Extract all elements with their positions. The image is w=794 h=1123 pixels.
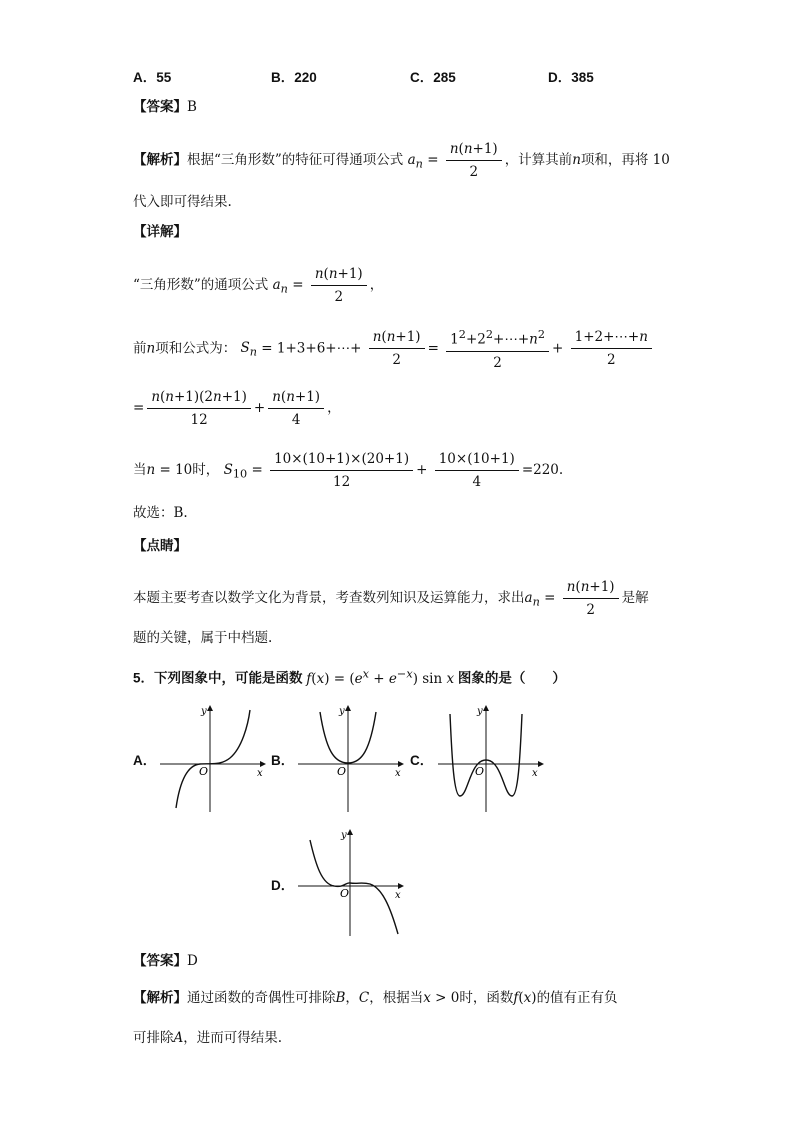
detail-line-4: 当n = 10时， $S_{10}$ = $\frac{10\times(10+1)\times(20+1)}{12}$ + $\frac{10\times(10+1)}{4}$ =220. [133,451,564,490]
origin-label-b: O [337,765,347,778]
analysis-line-1: 【解析】根据“三角形数”的特征可得通项公式 $a_n$ = $\frac{n(n+1)}{2}$ ，计算其前n项和，再将 10 [133,141,670,180]
q5-analysis-tag: 【解析】 [133,990,187,1006]
choose-line: 故选：B. [133,505,188,521]
curve-a [176,710,250,808]
analysis-line-2: 代入即可得结果. [133,194,232,210]
graph-label-d: D． [271,878,295,893]
choice-b: B．220 [271,70,317,85]
detail-line-1: “三角形数”的通项公式 $a_n$ = $\frac{n(n+1)}{2}$ ， [133,266,384,305]
choice-d: D．385 [548,70,594,85]
comment-tag: 【点睛】 [133,538,187,554]
fraction-detail-1: $\frac{n(n+1)}{2}$ [311,265,367,306]
x-axis-label-d: x [395,890,401,901]
detail-prefix: 前 [133,340,147,357]
analysis-text-b: ，计算其前 [504,152,573,168]
origin-label-a: O [199,765,209,778]
detail-text-2: 项和公式为： [155,340,237,357]
origin-label-c: O [475,765,485,778]
q5-analysis-1d: 的值有正有负 [536,990,618,1006]
detail-tag: 【详解】 [133,224,187,240]
q5-analysis-1b: ，根据当 [369,990,424,1006]
detail-text-1: “三角形数”的通项公式 [133,277,269,293]
graph-d [296,826,406,941]
comment-text-b: 是解 [621,590,649,606]
graph-label-b: B． [271,753,295,768]
q5-analysis-line-1: 【解析】通过函数的奇偶性可排除B，C，根据当x > 0时，函数f(x)的值有正有负 [133,990,618,1006]
answer-value: B [187,99,197,115]
curve-d [310,840,398,934]
y-axis-label-b: y [339,706,345,717]
x-axis-label-a: x [257,768,263,779]
analysis-tag: 【解析】 [133,152,187,168]
y-axis-label-a: y [201,706,207,717]
graph-c [436,700,546,815]
comment-line-2: 题的关键，属于中档题. [133,630,273,646]
q5-answer-line [133,951,198,971]
origin-label-d: O [340,887,350,900]
q5-answer-value: D [187,953,198,969]
fraction-n-n1-2: $\frac{n(n+1)}{2}$ [446,140,502,181]
y-axis-label-d: y [341,830,347,841]
q5-stem-b: 图象的是（ ） [457,670,566,686]
q5-analysis-1c: 时，函数 [459,990,514,1006]
comment-line-1: 本题主要考查以数学文化为背景，考查数列知识及运算能力，求出$a_n$ = $\frac{n(n+1)}{2}$ 是解 [133,579,649,618]
q5-analysis-2a: 可排除 [133,1030,174,1046]
q5-analysis-1a: 通过函数的奇偶性可排除 [187,990,336,1006]
graph-a [158,700,268,815]
graph-label-a: A． [133,753,157,768]
y-axis-label-c: y [477,706,483,717]
choice-a: A．55 [133,70,172,85]
choice-c: C．285 [410,70,456,85]
when-suffix: 时， [192,462,220,478]
analysis-text-c: 项和，再将 10 [580,152,670,168]
detail-line-3: = $\frac{n(n+1)(2n+1)}{12}$ + $\frac{n(n+1)}{4}$ ， [133,389,341,428]
q5-stem: 5．下列图象中，可能是函数 $f(x) = (e^x + e^{-x})$ sin x 图象的是（ ） [133,667,566,687]
answer-tag: 【答案】 [133,99,187,115]
q5-analysis-line-2: 可排除A，进而可得结果. [133,1030,283,1046]
result-value: 220 [533,462,559,478]
analysis-text: 根据“三角形数”的特征可得通项公式 [187,152,404,168]
x-axis-label-b: x [395,768,401,779]
q5-analysis-2b: ，进而可得结果. [183,1030,283,1046]
detail-line-2: 前n项和公式为： $S_n$ = 1+3+6+⋯+ $\frac{n(n+1)}{2}$ = $\frac{1^2+2^2+\cdots+n^2}{2}$ + $\frac{1+2+\cdots+n}{2}$ [133,326,655,372]
when-prefix: 当 [133,462,147,478]
graph-b [296,700,406,815]
q5-answer-tag: 【答案】 [133,953,187,969]
q5-stem-a: 5．下列图象中，可能是函数 [133,670,303,686]
x-axis-label-c: x [532,768,538,779]
graph-label-c: C． [410,753,434,768]
formula-an: $a_n$ = [407,152,439,171]
comment-text-a: 本题主要考查以数学文化为背景，考查数列知识及运算能力，求出 [133,590,525,606]
answer-line [133,97,197,117]
